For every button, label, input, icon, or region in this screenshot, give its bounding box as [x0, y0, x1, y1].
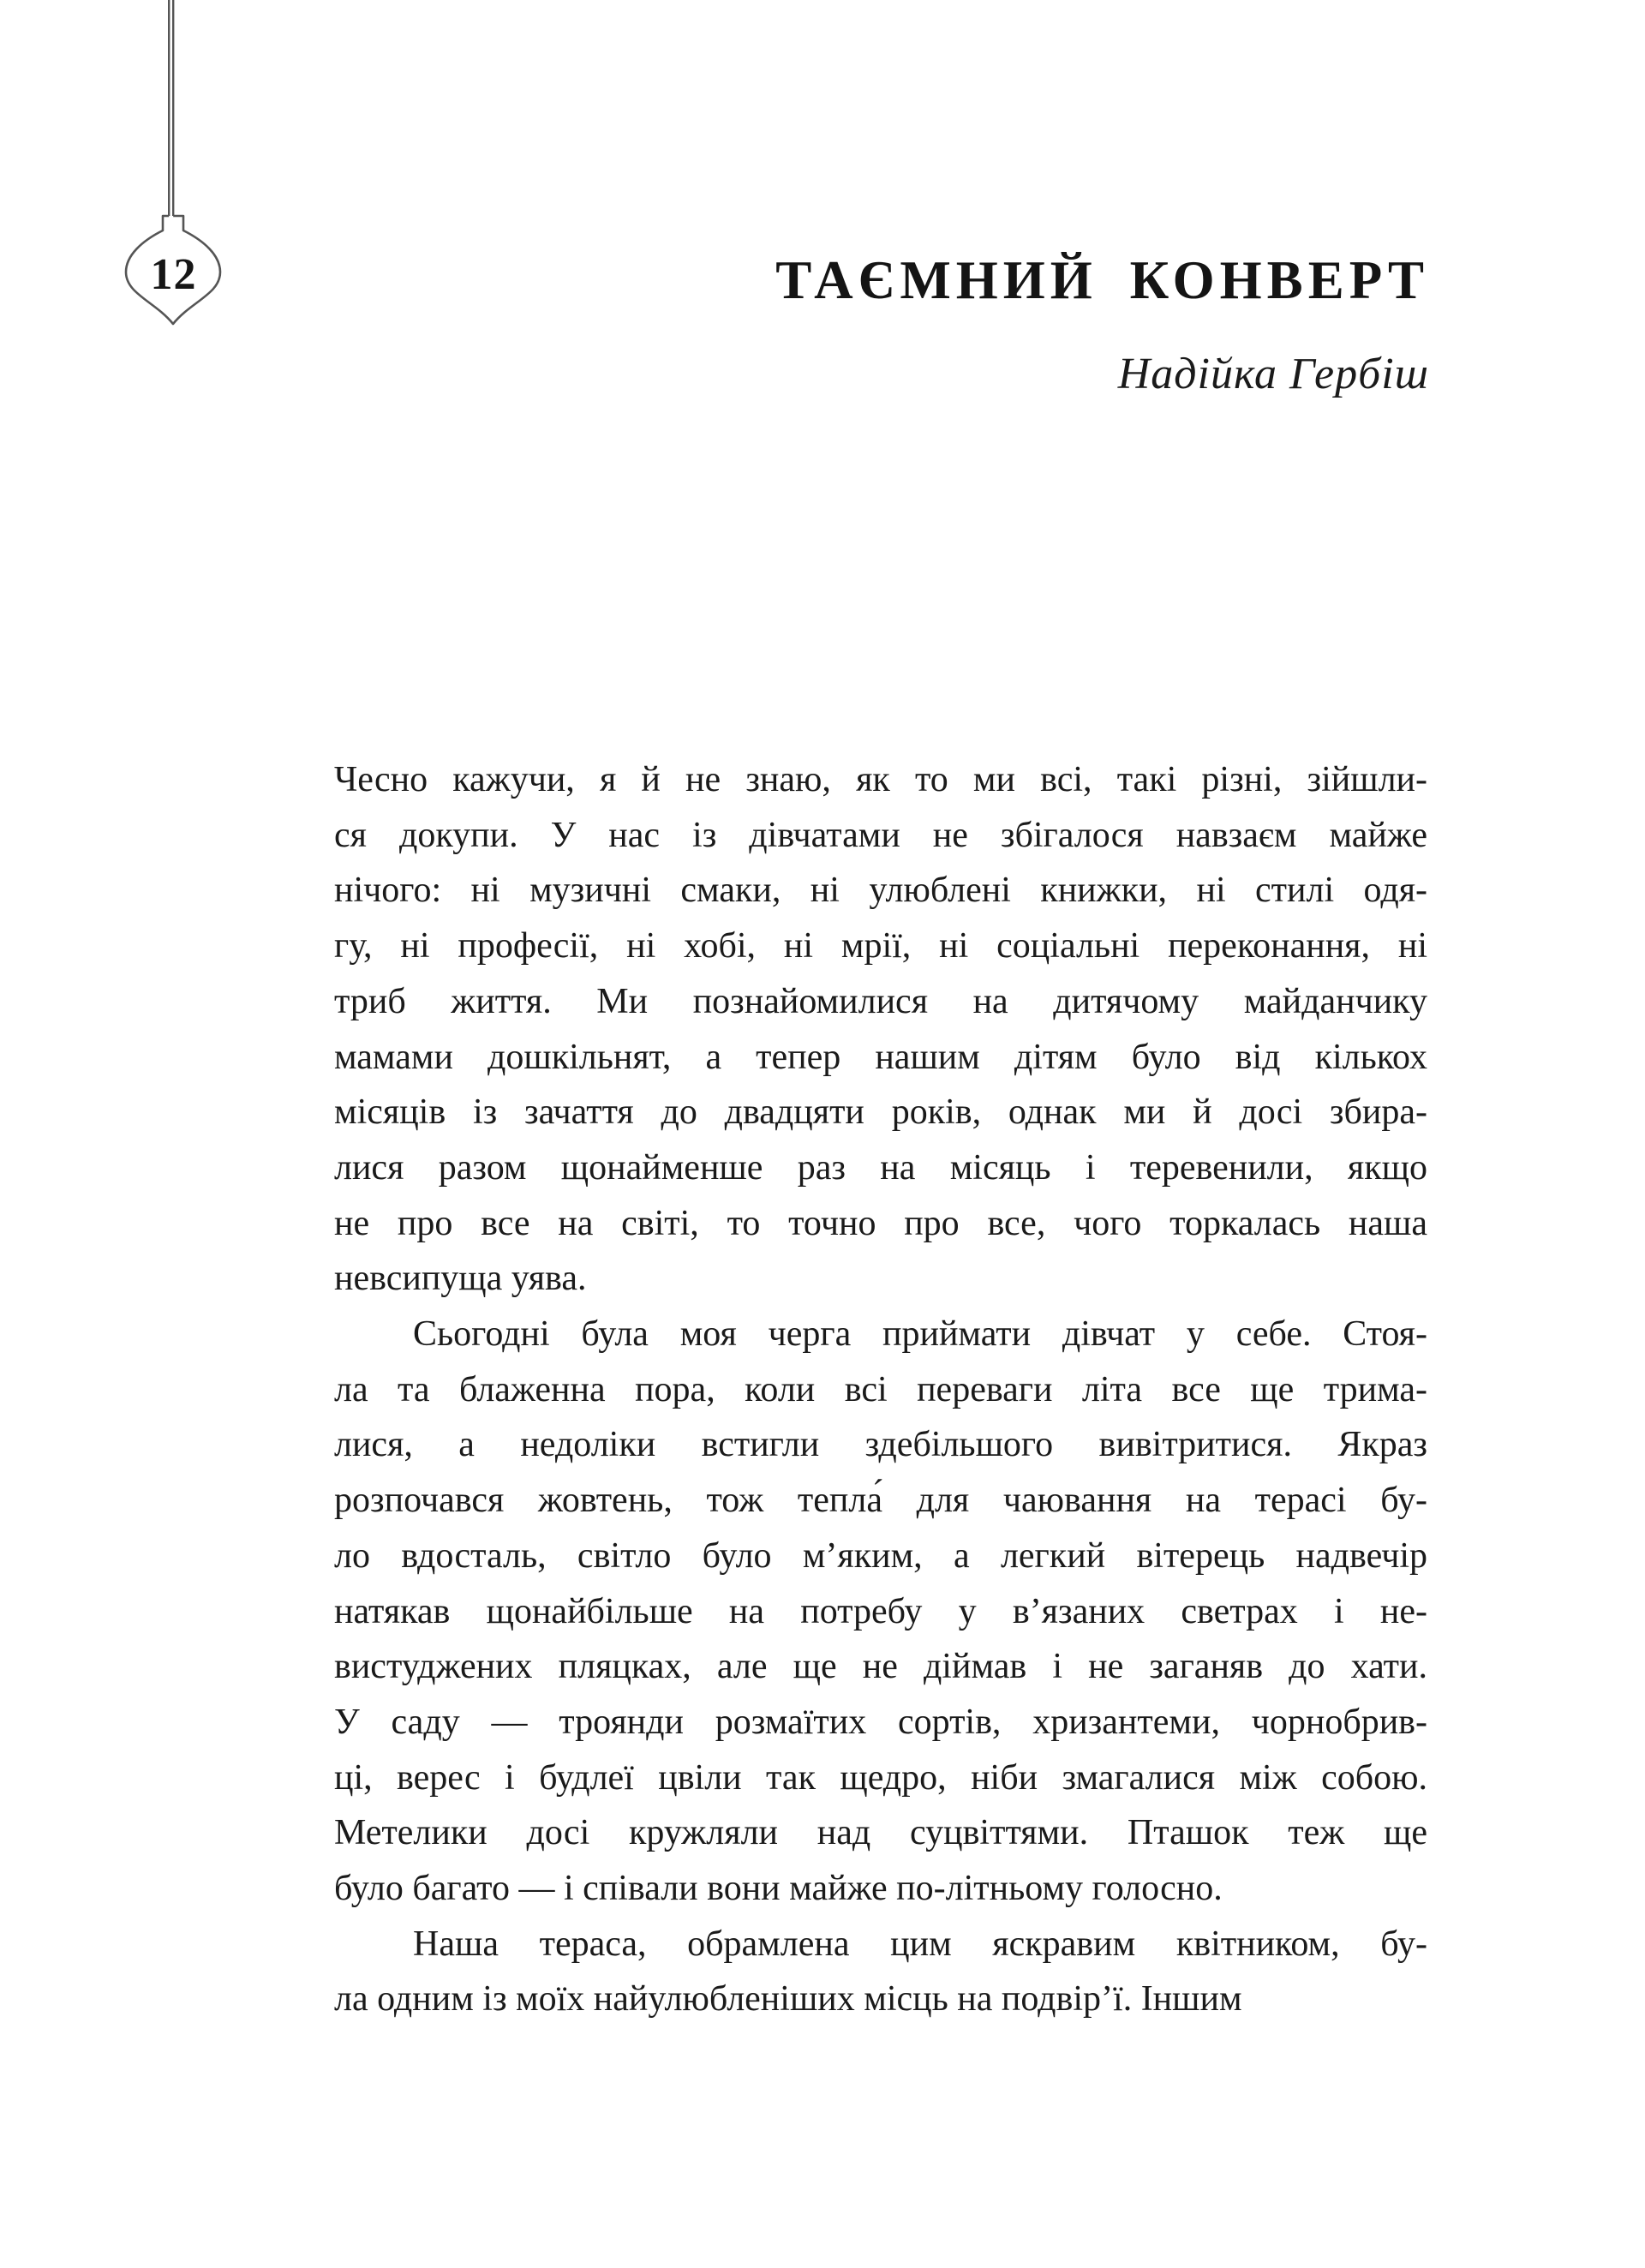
text-line: нічого: ні музичні смаки, ні улюблені книжки, ні стилі одя-: [334, 871, 1427, 911]
text-line: не про все на світі, то точно про все, чого торкалась наша: [334, 1203, 1427, 1243]
text-line: лися, а недоліки встигли здебільшого вивітритися. Якраз: [334, 1425, 1427, 1465]
text-line: було багато — і співали вони майже по-літньому голосно.: [334, 1869, 1223, 1909]
chapter-title: ТАЄМНИЙ КОНВЕРТ: [775, 250, 1429, 310]
text-line: гу, ні професії, ні хобі, ні мрії, ні соціальні переконання, ні: [334, 926, 1427, 966]
text-line: ся докупи. У нас із дівчатами не збігалося навзаєм майже: [334, 815, 1427, 855]
text-line: ло вдосталь, світло було м’яким, а легкий вітерець надвечір: [334, 1535, 1427, 1576]
text-line: вистуджених пляцках, але ще не діймав і не заганяв до хати.: [334, 1647, 1427, 1687]
text-line: ла та блаженна пора, коли всі переваги літа все ще трима-: [334, 1369, 1427, 1409]
text-line: ла одним із моїх найулюбленіших місць на подвір’ї. Іншим: [334, 1979, 1242, 2020]
body-text: [334, 752, 1427, 2027]
text-line: Чесно кажучи, я й не знаю, як то ми всі, такі різні, зійшли-: [334, 760, 1427, 799]
text-line: мамами дошкільнят, а тепер нашим дітям було від кількох: [334, 1037, 1427, 1077]
text-line: натякав щонайбільше на потребу у в’язаних светрах і не-: [334, 1591, 1427, 1631]
text-line: Наша тераса, обрамлена цим яскравим квітником, бу-: [413, 1924, 1427, 1964]
text-line: невсипуща уява.: [334, 1259, 587, 1299]
text-line: Метелики досі кружляли над суцвіттями. Пташок теж ще: [334, 1813, 1427, 1853]
text-line: місяців із зачаття до двадцяти років, однак ми й досі збира-: [334, 1092, 1427, 1133]
page-number: 12: [150, 250, 197, 299]
text-line: ці, верес і будлеї цвіли так щедро, ніби змагалися між собою.: [334, 1757, 1427, 1798]
chapter-author: Надійка Гербіш: [1117, 350, 1429, 398]
ornament-stem-line: [169, 0, 173, 216]
text-line: розпочався жовтень, тож тепла́ для чаювання на терасі бу-: [334, 1481, 1427, 1521]
text-line: триб життя. Ми познайомилися на дитячому майданчику: [334, 981, 1427, 1021]
chapter-heading: [334, 249, 1429, 400]
text-line: Сьогодні була моя черга приймати дівчат у себе. Стоя-: [413, 1314, 1427, 1355]
text-line: лися разом щонайменше раз на місяць і теревенили, якщо: [334, 1147, 1427, 1188]
text-line: У саду — троянди розмаїтих сортів, хризантеми, чорнобрив-: [334, 1702, 1427, 1742]
